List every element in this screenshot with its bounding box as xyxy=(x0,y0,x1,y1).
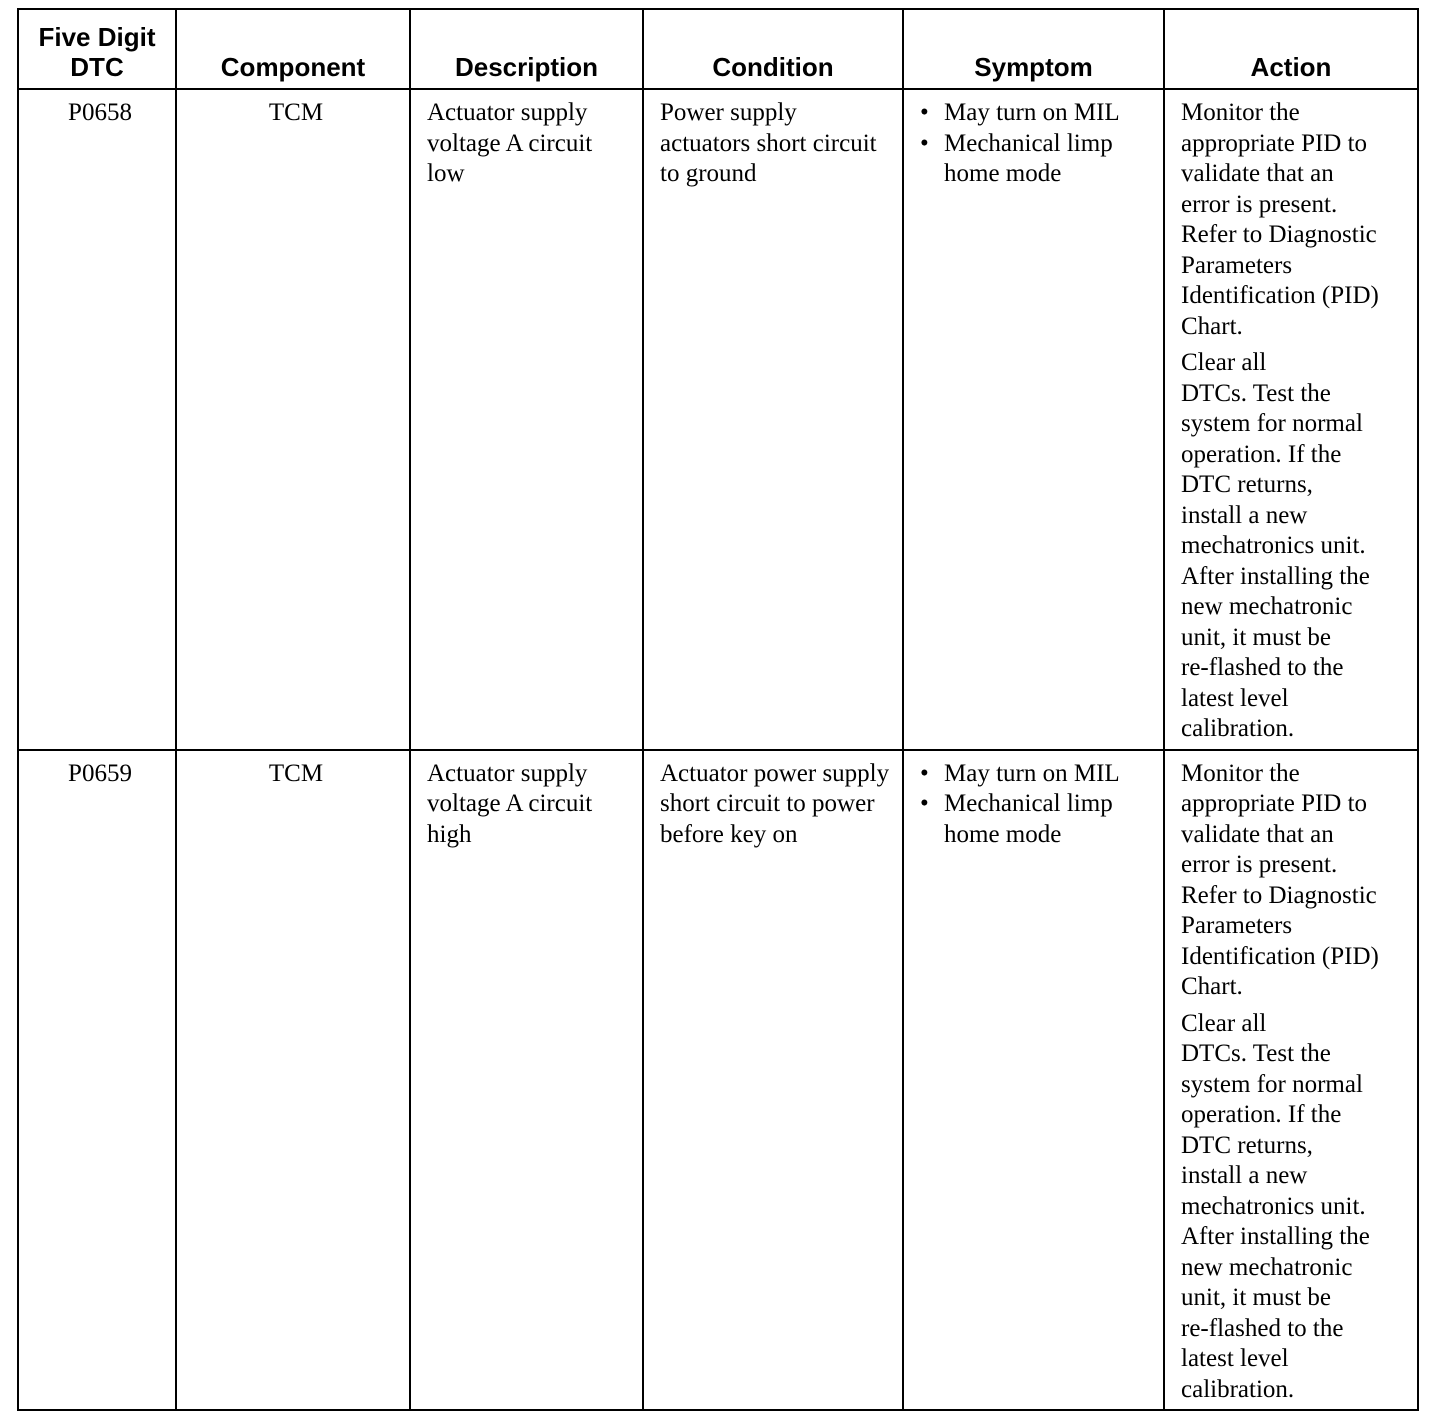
component-cell: TCM xyxy=(176,89,410,750)
header-action: Action xyxy=(1164,9,1418,89)
symptom-list xyxy=(920,759,1153,851)
dtc-table xyxy=(17,8,1419,1411)
description-cell: Actuator supply voltage A circuit high xyxy=(410,750,643,1411)
symptom-item: • May turn on MIL xyxy=(920,98,1153,129)
dtc-code-cell: P0659 xyxy=(18,750,176,1411)
header-description: Description xyxy=(410,9,643,89)
symptom-cell xyxy=(903,89,1164,750)
condition-cell: Actuator power supply short circuit to power before key on xyxy=(643,750,903,1411)
header-row xyxy=(18,9,1418,89)
header-condition: Condition xyxy=(643,9,903,89)
table-row xyxy=(18,750,1418,1411)
condition-cell: Power supply actuators short circuit to ground xyxy=(643,89,903,750)
action-paragraph: Monitor the appropriate PID to validate that an error is present. Refer to Diagnostic Parameters Identification (PID) Chart. xyxy=(1181,759,1379,1000)
symptom-item: • Mechanical limp home mode xyxy=(920,129,1153,190)
description-cell: Actuator supply voltage A circuit low xyxy=(410,89,643,750)
component-cell: TCM xyxy=(176,750,410,1411)
header-symptom: Symptom xyxy=(903,9,1164,89)
header-component: Component xyxy=(176,9,410,89)
symptom-cell xyxy=(903,750,1164,1411)
header-five-digit-dtc: Five Digit DTC xyxy=(18,9,176,89)
symptom-list xyxy=(920,98,1153,190)
action-cell xyxy=(1164,89,1418,750)
action-paragraph: Monitor the appropriate PID to validate that an error is present. Refer to Diagnostic Parameters Identification (PID) Chart. xyxy=(1181,99,1379,340)
action-paragraph: Clear all DTCs. Test the system for normal operation. If the DTC returns, install a new mechatronics unit. After installing the new mechatronic unit, it must be re-flashed to the latest level calibration. xyxy=(1181,1009,1370,1403)
symptom-item: • Mechanical limp home mode xyxy=(920,789,1153,850)
table-row xyxy=(18,89,1418,750)
symptom-item: • May turn on MIL xyxy=(920,759,1153,790)
action-cell xyxy=(1164,750,1418,1411)
action-paragraph: Clear all DTCs. Test the system for normal operation. If the DTC returns, install a new mechatronics unit. After installing the new mechatronic unit, it must be re-flashed to the latest level calibration. xyxy=(1181,349,1370,742)
dtc-code-cell: P0658 xyxy=(18,89,176,750)
